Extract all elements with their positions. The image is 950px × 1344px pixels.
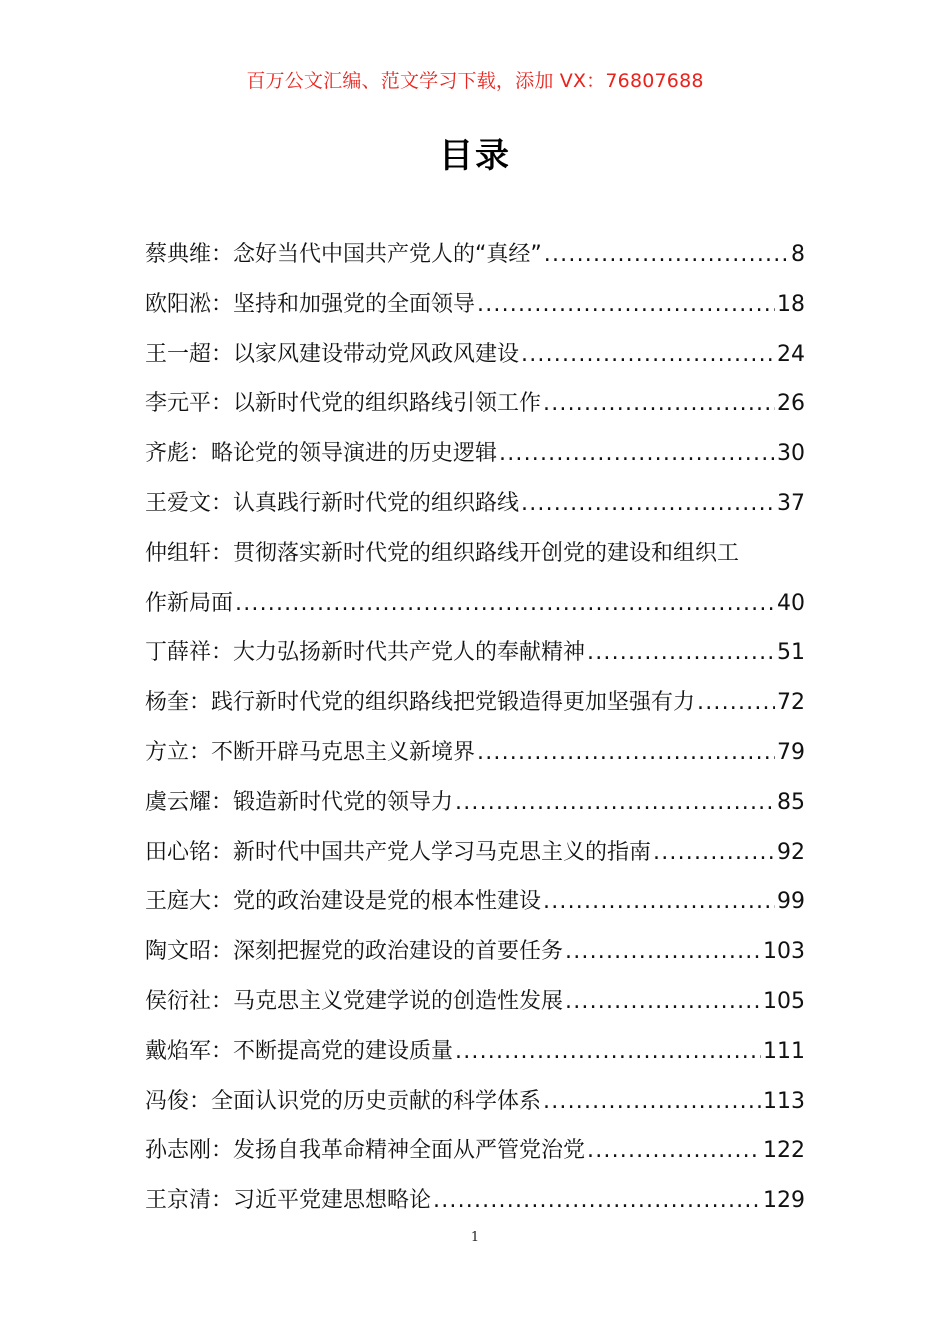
toc-entry[interactable] [145,1176,805,1226]
toc-entry-title: 侯衍社：马克思主义党建学说的创造性发展 [145,988,564,1014]
toc-entry-title: 王庭大：党的政治建设是党的根本性建设 [145,889,542,915]
toc-leader-dots [587,1126,761,1176]
toc-entry-title-continuation: 作新局面 [145,590,234,616]
toc-entry[interactable] [145,1027,805,1077]
toc-entry[interactable] [145,379,805,429]
toc-leader-dots [235,579,775,629]
toc-leader-dots [697,678,775,728]
toc-leader-dots [521,479,775,529]
toc-entry-title: 丁薛祥：大力弘扬新时代共产党人的奉献精神 [145,640,586,666]
page-title: 目录 [439,136,511,176]
toc-entry-page: 26 [777,391,805,417]
toc-entry-page: 37 [777,490,805,516]
toc-leader-dots [565,927,761,977]
toc-entry-page: 40 [777,590,805,616]
toc-entry-title: 蔡典维：念好当代中国共产党人的“真经” [145,242,542,267]
toc-entry-title: 齐彪：略论党的领导演进的历史逻辑 [145,441,498,467]
toc-leader-dots [543,379,775,429]
toc-entry-title: 戴焰军：不断提高党的建设质量 [145,1038,454,1064]
toc-leader-dots [477,280,775,330]
toc-entry[interactable] [145,628,805,678]
toc-leader-dots [543,877,775,927]
toc-entry[interactable] [145,429,805,479]
toc-entry-title: 田心铭：新时代中国共产党人学习马克思主义的指南 [145,839,652,865]
toc-entry[interactable] [145,977,805,1027]
toc-entry-page: 122 [763,1138,805,1164]
toc-entry[interactable] [145,529,805,579]
toc-leader-dots [543,1077,761,1127]
toc-entry-page: 18 [777,291,805,317]
toc-leader-dots [477,728,775,778]
toc-leader-dots [565,977,761,1027]
toc-entry[interactable] [145,728,805,778]
toc-entry-title: 杨奎：践行新时代党的组织路线把党锻造得更加坚强有力 [145,690,696,716]
toc-leader-dots [653,828,775,878]
toc-entry-page: 103 [763,939,805,965]
toc-entry[interactable] [145,778,805,828]
toc-entry-title: 李元平：以新时代党的组织路线引领工作 [145,391,542,417]
toc-entry-page: 8 [791,242,805,267]
toc-entry[interactable] [145,877,805,927]
toc-entry[interactable] [145,1077,805,1127]
toc-entry[interactable] [145,330,805,380]
toc-entry-page: 113 [763,1088,805,1114]
toc-entry-page: 85 [777,789,805,815]
toc-entry[interactable] [145,479,805,529]
toc-entry-page: 129 [763,1188,805,1214]
toc-entry-title: 欧阳淞：坚持和加强党的全面领导 [145,291,476,317]
toc-entry-page: 105 [763,988,805,1014]
toc-entry[interactable] [145,927,805,977]
toc-entry-title: 孙志刚：发扬自我革命精神全面从严管党治党 [145,1138,586,1164]
toc-entry-page: 92 [777,839,805,865]
toc-entry-title: 冯俊：全面认识党的历史贡献的科学体系 [145,1088,542,1114]
toc-entry-title: 王爱文：认真践行新时代党的组织路线 [145,490,520,516]
toc-entry-title: 仲组轩：贯彻落实新时代党的组织路线开创党的建设和组织工 [145,540,740,566]
toc-entry[interactable] [145,280,805,330]
toc-leader-dots [455,1027,761,1077]
toc-entry-page: 99 [777,889,805,915]
toc-entry[interactable] [145,828,805,878]
toc-entry-page: 30 [777,441,805,467]
toc-leader-dots [587,628,775,678]
toc-entry-page: 111 [763,1038,805,1064]
table-of-contents [145,230,805,1226]
toc-entry-title: 王一超：以家风建设带动党风政风建设 [145,341,520,367]
toc-leader-dots [544,230,789,280]
toc-entry-page: 51 [777,640,805,666]
toc-leader-dots [521,330,775,380]
toc-leader-dots [433,1176,761,1226]
toc-entry-continuation[interactable] [145,579,805,629]
toc-leader-dots [499,429,775,479]
toc-entry-title: 陶文昭：深刻把握党的政治建设的首要任务 [145,939,564,965]
toc-entry[interactable] [145,678,805,728]
toc-entry-title: 方立：不断开辟马克思主义新境界 [145,739,476,765]
toc-entry-page: 79 [777,739,805,765]
toc-leader-dots [455,778,775,828]
toc-entry-page: 24 [777,341,805,367]
toc-entry[interactable] [145,1126,805,1176]
toc-entry-title: 虞云耀：锻造新时代党的领导力 [145,789,454,815]
header-note: 百万公文汇编、范文学习下载，添加 VX：76807688 [246,70,704,92]
toc-entry-page: 72 [777,690,805,716]
toc-entry[interactable] [145,230,805,280]
toc-entry-title: 王京清：习近平党建思想略论 [145,1188,432,1214]
page-number: 1 [470,1230,480,1245]
